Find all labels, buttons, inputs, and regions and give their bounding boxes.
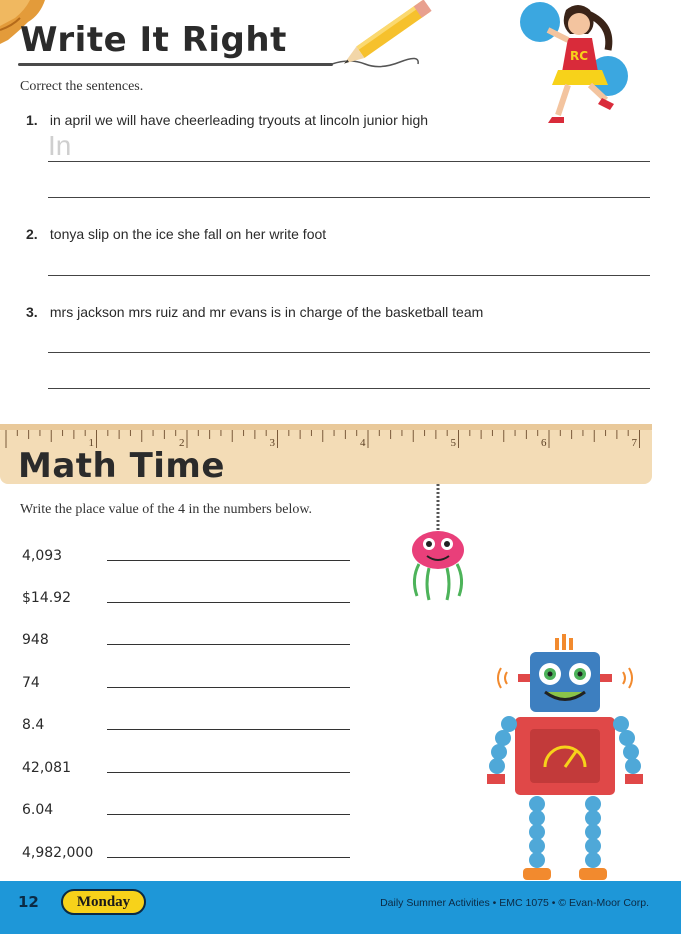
math-number-1: 4,093	[22, 548, 63, 564]
math-answer-line-4[interactable]	[107, 687, 350, 688]
math-answer-line-3[interactable]	[107, 644, 350, 645]
footer-credit: Daily Summer Activities • EMC 1075 • © Evan-Moor Corp.	[380, 897, 649, 909]
title-underline	[18, 63, 333, 66]
math-answer-line-7[interactable]	[107, 814, 350, 815]
pencil-icon	[330, 0, 440, 70]
math-answer-line-1[interactable]	[107, 560, 350, 561]
math-time-title: Math Time	[18, 446, 225, 486]
sentence-text: in april we will have cheerleading tryouts at lincoln junior high	[49, 112, 429, 128]
ruler-number: 2	[179, 437, 185, 449]
cheerleader-illustration	[518, 0, 633, 130]
ruler-number: 4	[360, 437, 366, 449]
answer-line-1b[interactable]	[48, 197, 650, 198]
math-number-8: 4,982,000	[22, 845, 94, 861]
answer-line-3a[interactable]	[48, 352, 650, 353]
robot-illustration	[485, 632, 645, 882]
math-number-3: 948	[22, 632, 49, 648]
math-number-6: 42,081	[22, 760, 71, 776]
sentence-number: 2.	[26, 226, 38, 242]
footer-bar	[0, 881, 681, 934]
sentence-number: 1.	[26, 112, 38, 128]
sentence-text: tonya slip on the ice she fall on her write foot	[49, 226, 327, 242]
write-it-right-title: Write It Right	[20, 20, 287, 60]
trace-text: In	[48, 130, 72, 161]
ruler-number: 5	[450, 437, 456, 449]
ruler-number: 1	[88, 437, 94, 449]
sentence-number: 3.	[26, 304, 38, 320]
math-answer-line-2[interactable]	[107, 602, 350, 603]
math-answer-line-8[interactable]	[107, 857, 350, 858]
math-number-2: $14.92	[22, 590, 71, 606]
math-number-7: 6.04	[22, 802, 54, 818]
ruler-number: 3	[269, 437, 275, 449]
math-time-instruction: Write the place value of the 4 in the numbers below.	[20, 502, 313, 517]
day-badge: Monday	[61, 889, 146, 915]
answer-line-3b[interactable]	[48, 388, 650, 389]
answer-line-2[interactable]	[48, 275, 650, 276]
ruler-number: 6	[541, 437, 547, 449]
page-number: 12	[18, 893, 39, 911]
sentence-text: mrs jackson mrs ruiz and mr evans is in charge of the basketball team	[49, 304, 484, 320]
sentence-1	[26, 112, 428, 128]
math-number-5: 8.4	[22, 717, 45, 733]
svg-text:RC: RC	[570, 49, 589, 63]
sentence-3	[26, 304, 483, 320]
math-answer-line-5[interactable]	[107, 729, 350, 730]
write-it-right-instruction: Correct the sentences.	[20, 79, 144, 94]
math-answer-line-6[interactable]	[107, 772, 350, 773]
sentence-2	[26, 226, 326, 242]
answer-line-1a[interactable]	[48, 161, 650, 162]
ruler-number: 7	[631, 437, 637, 449]
math-number-4: 74	[22, 675, 40, 691]
spider-illustration	[405, 484, 470, 604]
